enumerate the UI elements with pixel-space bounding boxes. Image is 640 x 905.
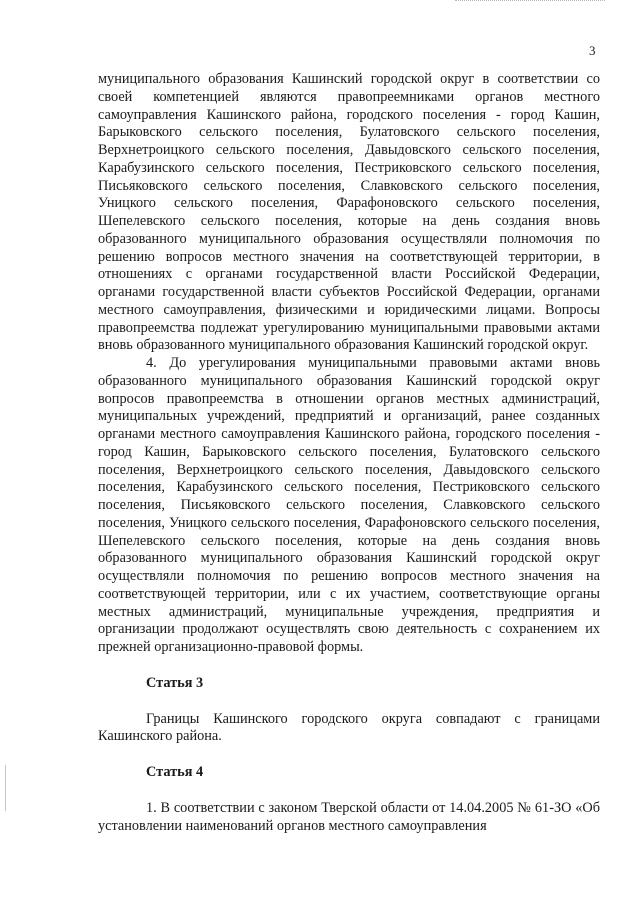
article-3-text: Границы Кашинского городского округа совпадают с границами Кашинского района.	[98, 710, 600, 745]
page-number: 3	[589, 43, 596, 58]
article-4-heading: Статья 4	[146, 764, 204, 780]
article-3-heading: Статья 3	[146, 674, 204, 691]
scan-artifact-top	[455, 0, 605, 9]
article-4-text: 1. В соответствии с законом Тверской области от 14.04.2005 № 61-ЗО «Об установлении наименований органов местного самоуправления	[98, 799, 600, 834]
paragraph-successors: муниципального образования Кашинский городской округ в соответствии со своей компетенцией являются правопреемниками органов местного самоуправления Кашинского района, городского поселения - город Кашин, Барыковского сельского поселения, Булатовского сельского поселения, Верхнетроицкого сельского поселения, Давыдовского сельского поселения, Карабузинского сельского поселения, Пестриковского сельского поселения, Письяковского сельского поселения, Славковского сельского поселения, Уницкого сельского поселения, Фарафоновского сельского поселения, Шепелевского сельского поселения, которые на день создания вновь образованного муниципального образования осуществляли полномочия по решению вопросов местного значения на соответствующей территории, в отношениях с органами государственной власти Российской Федерации, органами государственной власти субъектов Российской Федерации, органами местного самоуправления, физическими и юридическими лицами. Вопросы правопреемства подлежат урегулированию муниципальными правовыми актами вновь образованного муниципального образования Кашинский городской округ.	[98, 71, 600, 354]
scan-artifact-edge	[5, 765, 6, 811]
paragraph-item-4: 4. До урегулирования муниципальными правовыми актами вновь образованного муниципального образования Кашинский городской округ вопросов правопреемства в отношении органов местных администраций, муниципальных учреждений, предприятий и организаций, ранее созданных органами местного самоуправления Кашинского района, городского поселения - город Кашин, Барыковского сельского поселения, Булатовского сельского поселения, Верхнетроицкого сельского поселения, Давыдовского сельского поселения, Карабузинского сельского поселения, Пестриковского сельского поселения, Письяковского сельского поселения, Славковского сельского поселения, Уницкого сельского поселения, Фарафоновского сельского поселения, Шепелевского сельского поселения, которые на день создания вновь образованного муниципального образования Кашинский городской округ осуществляли полномочия по решению вопросов местного значения на соответствующей территории, или с их участием, соответствующие органы местных администраций, муниципальные учреждения, предприятия и организации продолжают осуществлять свою деятельность с сохранением их прежней организационно-правовой формы.	[98, 355, 600, 655]
document-body	[98, 71, 600, 835]
